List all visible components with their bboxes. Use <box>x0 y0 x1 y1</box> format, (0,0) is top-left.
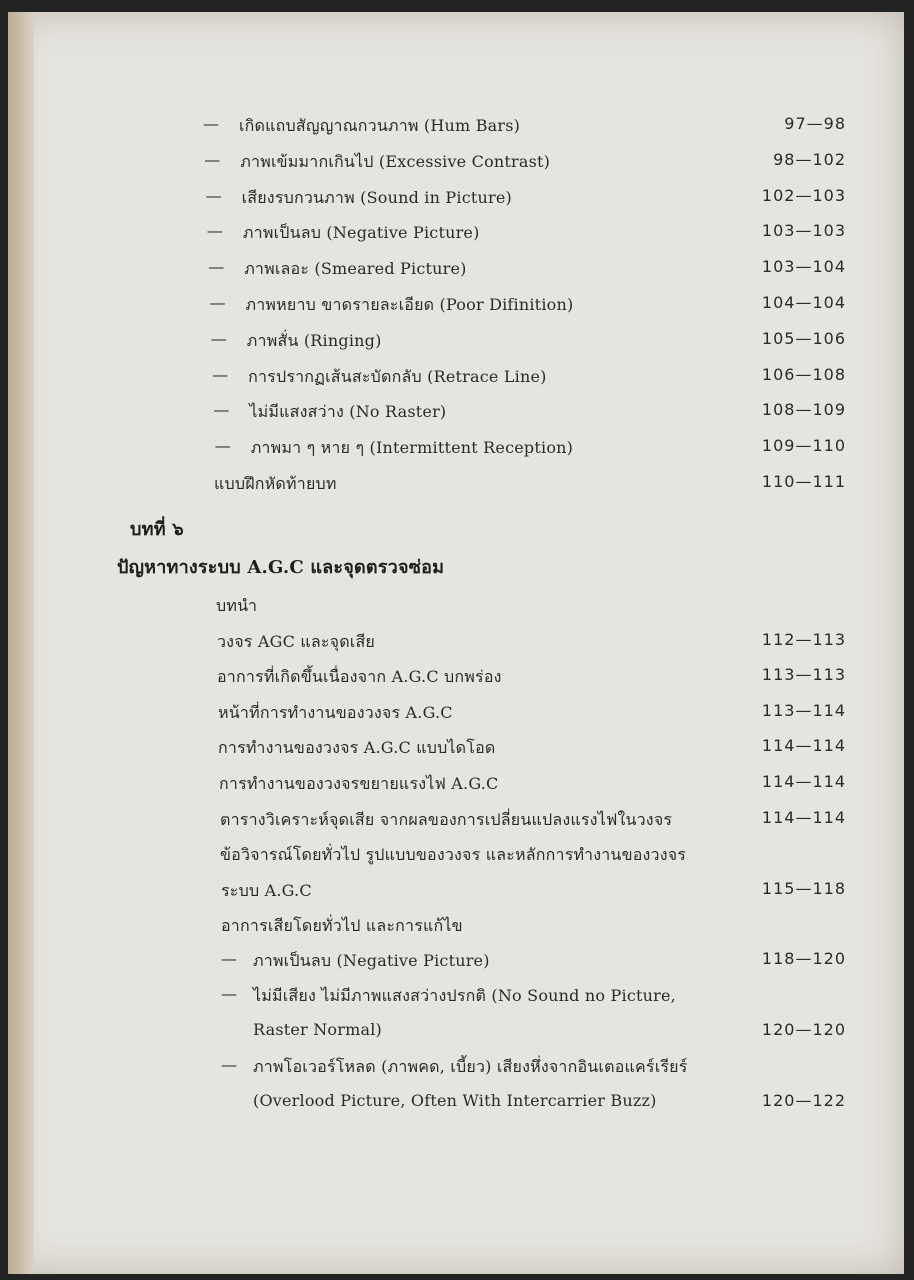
toc-dash: — <box>212 364 229 384</box>
toc-entry: ไม่มีแสงสว่าง (No Raster) <box>249 402 447 422</box>
toc-dash: — <box>208 257 225 277</box>
toc-page-range: 114—114 <box>761 736 846 756</box>
toc-entry: เกิดแถบสัญญาณกวนภาพ (Hum Bars) <box>239 116 521 135</box>
page-edge <box>8 12 34 1274</box>
toc-page-range: 102—103 <box>761 185 846 205</box>
toc-dash: — <box>203 114 219 133</box>
toc-entry: ตารางวิเคราะห์จุดเสีย จากผลของการเปลี่ยนแปลงแรงไฟในวงจร <box>220 809 673 829</box>
toc-page-range: 103—104 <box>761 257 846 277</box>
toc-page-range: 120—120 <box>761 1019 846 1039</box>
toc-page-range: 109—110 <box>761 436 846 456</box>
toc-entry: ภาพเป็นลบ (Negative Picture) <box>242 223 480 243</box>
toc-entry: ภาพหยาบ ขาดรายละเอียด (Poor Difinition) <box>245 295 574 314</box>
toc-entry: ภาพเป็นลบ (Negative Picture) <box>253 951 490 970</box>
toc-page-exercise: 110—111 <box>761 472 846 491</box>
toc-page-range: 106—108 <box>761 364 846 384</box>
toc-dash: — <box>204 149 221 169</box>
toc-dash: — <box>213 400 230 420</box>
toc-entry: อาการที่เกิดขึ้นเนื่องจาก A.G.C บกพร่อง <box>217 667 502 687</box>
toc-dash: — <box>209 293 226 312</box>
chapter-label: บทที่ ๖ <box>130 519 184 540</box>
toc-page-range: 115—118 <box>761 878 846 898</box>
toc-entry: ภาพเข้มมากเกินไป (Excessive Contrast) <box>240 151 551 171</box>
toc-dash: — <box>214 436 231 456</box>
toc-entry-exercise: แบบฝึกหัดท้ายบท <box>214 474 337 493</box>
toc-page-range: 112—113 <box>761 629 846 649</box>
toc-entry: เสียงรบกวนภาพ (Sound in Picture) <box>241 187 512 207</box>
toc-entry: บทนำ <box>216 596 258 615</box>
toc-entry: การทำงานของวงจร A.G.C แบบไดโอด <box>218 738 496 758</box>
toc-page-range: 120—122 <box>761 1090 846 1110</box>
toc-entry: การทำงานของวงจรขยายแรงไฟ A.G.C <box>219 774 499 793</box>
toc-page-range: 118—120 <box>761 949 846 968</box>
toc-entry: ระบบ A.G.C <box>221 880 312 900</box>
toc-page-range: 103—103 <box>761 221 846 241</box>
toc-entry: Raster Normal) <box>253 1019 382 1039</box>
toc-entry: ภาพโอเวอร์โหลด (ภาพคด, เบี้ยว) เสียงหึ่งจากอินเตอแคร์เรียร์ <box>253 1057 688 1077</box>
toc-entry: ภาพมา ๆ หาย ๆ (Intermittent Reception) <box>250 438 574 458</box>
toc-entry: วงจร AGC และจุดเสีย <box>217 631 376 651</box>
toc-page-range: 114—114 <box>761 772 846 791</box>
toc-page-range: 114—114 <box>761 807 846 827</box>
toc-page-range: 104—104 <box>761 293 846 312</box>
toc-dash: — <box>210 328 227 348</box>
toc-page-range: 113—114 <box>761 700 846 720</box>
toc-entry: ภาพเลอะ (Smeared Picture) <box>244 259 467 279</box>
toc-entry: อาการเสียโดยทั่วไป และการแก้ไข <box>221 916 463 936</box>
toc-entry: ไม่มีเสียง ไม่มีภาพแสงสว่างปรกติ (No Sound no Picture, <box>253 986 676 1006</box>
toc-page-range: 105—106 <box>761 328 846 348</box>
toc-page-range: 113—113 <box>761 665 846 685</box>
toc-dash: — <box>221 949 237 968</box>
chapter-title: ปัญหาทางระบบ A.G.C และจุดตรวจซ่อม <box>117 557 445 578</box>
toc-entry: ข้อวิจารณ์โดยทั่วไป รูปแบบของวงจร และหลักการทำงานของวงจร <box>220 845 687 865</box>
toc-page-range: 97—98 <box>784 114 846 133</box>
toc-page-range: 108—109 <box>761 400 846 420</box>
toc-page-range: 98—102 <box>773 149 846 169</box>
toc-entry: ภาพสั่น (Ringing) <box>246 330 382 350</box>
toc-entry: (Overlood Picture, Often With Intercarrier Buzz) <box>253 1090 657 1110</box>
toc-dash: — <box>221 984 237 1004</box>
toc-entry: หน้าที่การทำงานของวงจร A.G.C <box>218 702 453 722</box>
toc-dash: — <box>205 185 222 205</box>
toc-dash: — <box>206 221 223 241</box>
toc-entry: การปรากฏเส้นสะบัดกลับ (Retrace Line) <box>248 366 547 386</box>
toc-dash: — <box>221 1055 237 1075</box>
